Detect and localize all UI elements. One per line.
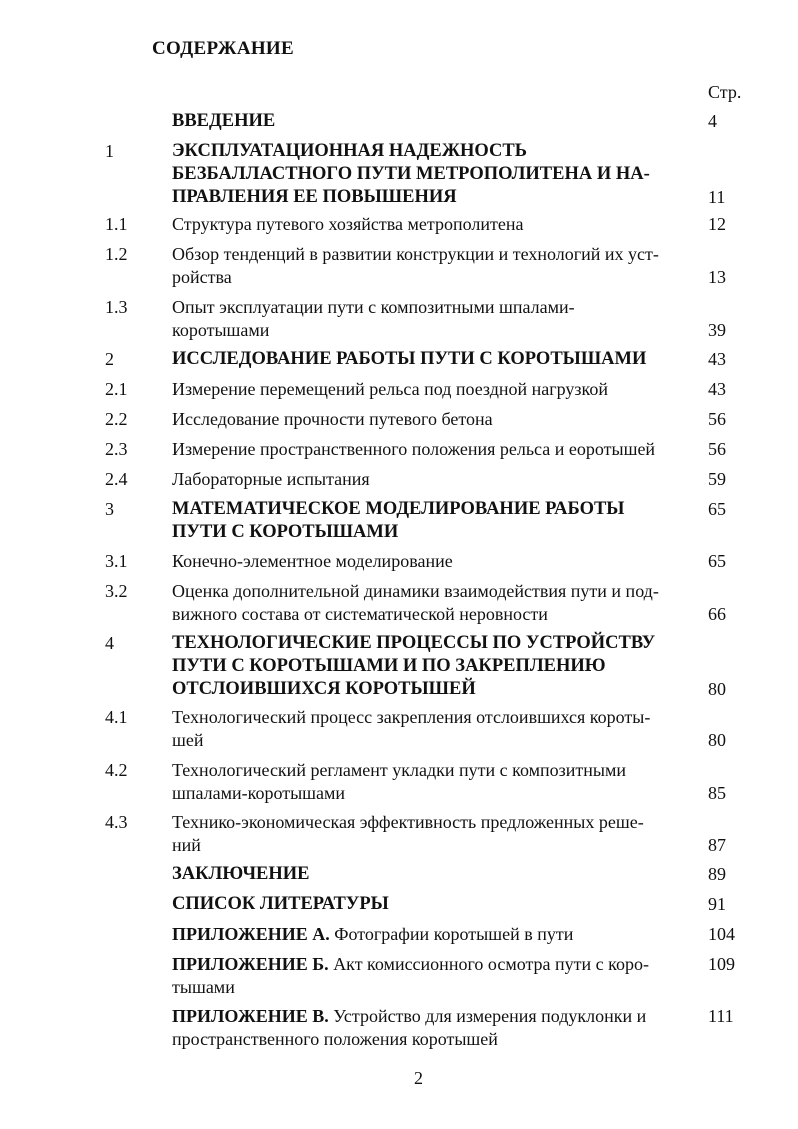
toc-entry-title (172, 213, 692, 236)
toc-entry-line-text: ОТСЛОИВШИХСЯ КОРОТЫШЕЙ (172, 679, 476, 699)
toc-entry (0, 468, 798, 491)
toc-entry (0, 1005, 798, 1051)
toc-entry-line-text: ЭКСПЛУАТАЦИОННАЯ НАДЕЖНОСТЬ (172, 141, 527, 161)
toc-entry-title (172, 1005, 692, 1051)
toc-entry-title (172, 243, 692, 289)
toc-entry-page: 43 (708, 379, 726, 399)
toc-entry (0, 550, 798, 573)
toc-entry (0, 632, 798, 701)
toc-entry-page: 43 (708, 349, 726, 369)
toc-entry-line-text: МАТЕМАТИЧЕСКОЕ МОДЕЛИРОВАНИЕ РАБОТЫ (172, 499, 625, 519)
toc-entry-page: 39 (708, 320, 726, 340)
toc-entry-line-text: ПРАВЛЕНИЯ ЕЕ ПОВЫШЕНИЯ (172, 187, 457, 207)
toc-entry-page: 66 (708, 604, 726, 624)
toc-entry-line-text: ний (172, 835, 201, 855)
toc-entry-line (172, 213, 692, 236)
toc-entry-page: 12 (708, 214, 726, 234)
toc-entry-line (172, 632, 692, 655)
toc-entry-page: 80 (708, 679, 726, 699)
toc-entry-number: 4.2 (105, 760, 128, 780)
toc-entry-line-text: коротышами (172, 320, 270, 340)
toc-entry-line-text: Конечно-элементное моделирование (172, 551, 453, 571)
footer-page-number: 2 (414, 1068, 423, 1088)
toc-entry-page: 87 (708, 835, 726, 855)
toc-entry-line (172, 953, 692, 976)
toc-entry-line-text: Акт комиссионного осмотра пути с коро- (328, 954, 649, 974)
toc-entry (0, 243, 798, 289)
toc-entry (0, 863, 798, 886)
toc-entry-line-text: Исследование прочности путевого бетона (172, 409, 493, 429)
toc-entry-line (172, 266, 692, 289)
toc-entry-line (172, 1005, 692, 1028)
toc-entry-number: 2.3 (105, 439, 128, 459)
toc-entry-title (172, 468, 692, 491)
toc-entry-page: 13 (708, 267, 726, 287)
toc-entry-page: 111 (708, 1006, 734, 1026)
toc-entry-line-text: Устройство для измерения подуклонки и (328, 1006, 647, 1026)
toc-entry-line-text: Структура путевого хозяйства метрополитена (172, 214, 524, 234)
toc-entry-title (172, 348, 692, 371)
toc-entry-title (172, 706, 692, 752)
toc-entry-line-text: ПУТИ С КОРОТЫШАМИ (172, 522, 399, 542)
toc-entry-prefix: ПРИЛОЖЕНИЕ Б. (172, 954, 329, 974)
toc-entry-line (172, 893, 692, 916)
toc-entry-title (172, 580, 692, 626)
toc-entry-page: 56 (708, 439, 726, 459)
toc-entry-line-text: БЕЗБАЛЛАСТНОГО ПУТИ МЕТРОПОЛИТЕНА И НА- (172, 164, 650, 184)
toc-entry-line (172, 811, 692, 834)
toc-entry-line-text: СПИСОК ЛИТЕРАТУРЫ (172, 894, 389, 914)
toc-entry-line-text: вижного состава от систематической неровности (172, 604, 548, 624)
toc-entry-page: 56 (708, 409, 726, 429)
toc-entry-line (172, 378, 692, 401)
toc-entry-title (172, 296, 692, 342)
toc-entry-line (172, 550, 692, 573)
page-column-label: Стр. (708, 82, 742, 102)
toc-entry-line (172, 706, 692, 729)
toc-entry-title (172, 953, 692, 999)
toc-entry (0, 408, 798, 431)
toc-entry-title (172, 550, 692, 573)
toc-entry-line (172, 976, 692, 999)
toc-entry-line-text: ройства (172, 267, 232, 287)
toc-entry-line (172, 678, 692, 701)
toc-entry-prefix: ПРИЛОЖЕНИЕ В. (172, 1006, 329, 1026)
toc-entry (0, 759, 798, 805)
toc-entry-title (172, 893, 692, 916)
toc-entry-line (172, 408, 692, 431)
toc-entry (0, 811, 798, 857)
toc-entry-number: 4.3 (105, 812, 128, 832)
toc-entry-number: 3.1 (105, 551, 128, 571)
toc-entry-line-text: шей (172, 730, 204, 750)
toc-entry-line-text: ВВЕДЕНИЕ (172, 111, 276, 131)
toc-entry-line (172, 521, 692, 544)
toc-entry-line (172, 498, 692, 521)
toc-entry-number: 2.1 (105, 379, 128, 399)
toc-entry-line (172, 163, 692, 186)
toc-entry-number: 2.4 (105, 469, 128, 489)
toc-entry-title (172, 863, 692, 886)
toc-entry-line (172, 348, 692, 371)
toc-entry-line-text: ТЕХНОЛОГИЧЕСКИЕ ПРОЦЕССЫ ПО УСТРОЙСТВУ (172, 633, 656, 653)
toc-entry-title (172, 378, 692, 401)
toc-entry-line-text: Лабораторные испытания (172, 469, 370, 489)
toc-entry-number: 4.1 (105, 707, 128, 727)
toc-entry-page: 109 (708, 954, 735, 974)
toc-entry-line-text: Опыт эксплуатации пути с композитными шпалами- (172, 297, 575, 317)
toc-entry-page: 65 (708, 551, 726, 571)
toc-entry-line (172, 468, 692, 491)
toc-entry-title (172, 110, 692, 133)
toc-entry-line (172, 603, 692, 626)
toc-entry-title (172, 632, 692, 701)
toc-entry (0, 580, 798, 626)
toc-entry-number: 3.2 (105, 581, 128, 601)
toc-entry-line (172, 140, 692, 163)
toc-entry-page: 89 (708, 864, 726, 884)
toc-entry-line (172, 580, 692, 603)
toc-entry (0, 923, 798, 946)
toc-entry (0, 498, 798, 544)
toc-entry (0, 296, 798, 342)
toc-entry-title (172, 923, 692, 946)
toc-entry-number: 4 (105, 633, 114, 653)
toc-entry-page: 91 (708, 894, 726, 914)
page-title: СОДЕРЖАНИЕ (152, 38, 294, 59)
toc-entry-number: 1 (105, 141, 114, 161)
toc-entry-line (172, 110, 692, 133)
toc-entry-title (172, 498, 692, 544)
toc-entry-page: 65 (708, 499, 726, 519)
toc-entry (0, 438, 798, 461)
toc-entry-number: 1.2 (105, 244, 128, 264)
toc-entry-line-text: пространственного положения коротышей (172, 1029, 498, 1049)
toc-entry-title (172, 140, 692, 209)
toc-entry-line-text: ПУТИ С КОРОТЫШАМИ И ПО ЗАКРЕПЛЕНИЮ (172, 656, 606, 676)
toc-entry-page: 80 (708, 730, 726, 750)
toc-entry-line-text: Обзор тенденций в развитии конструкции и технологий их уст- (172, 244, 659, 264)
toc-entry-line (172, 243, 692, 266)
toc-entry-page: 85 (708, 783, 726, 803)
toc-entry (0, 140, 798, 209)
toc-entry-line-text: шпалами-коротышами (172, 783, 346, 803)
toc-entry-line-text: Технологический регламент укладки пути с композитными (172, 760, 626, 780)
toc-entry-line-text: ИССЛЕДОВАНИЕ РАБОТЫ ПУТИ С КОРОТЫШАМИ (172, 349, 647, 369)
toc-entry-line (172, 863, 692, 886)
toc-entry (0, 378, 798, 401)
toc-entry-number: 2 (105, 349, 114, 369)
toc-entry-line (172, 782, 692, 805)
toc-entry (0, 953, 798, 999)
toc-entry (0, 213, 798, 236)
toc-entry-line (172, 319, 692, 342)
toc-entry (0, 706, 798, 752)
toc-entry-line-text: Оценка дополнительной динамики взаимодействия пути и под- (172, 581, 659, 601)
toc-entry-page: 11 (708, 187, 726, 207)
toc-entry (0, 893, 798, 916)
toc-entry-line (172, 438, 692, 461)
toc-entry-line-text: Технологический процесс закрепления отслоившихся короты- (172, 707, 651, 727)
toc-entry-page: 104 (708, 924, 735, 944)
toc-entry-line (172, 759, 692, 782)
toc-entry-title (172, 759, 692, 805)
toc-entry-title (172, 438, 692, 461)
toc-entry-line (172, 729, 692, 752)
toc-entry-line (172, 834, 692, 857)
toc-entry-page: 4 (708, 111, 717, 131)
toc-entry-number: 3 (105, 499, 114, 519)
toc-entry-line-text: Технико-экономическая эффективность предложенных реше- (172, 812, 644, 832)
toc-entry-line-text: Измерение перемещений рельса под поездной нагрузкой (172, 379, 608, 399)
toc-entry-title (172, 408, 692, 431)
toc-entry-line (172, 186, 692, 209)
toc-entry-line-text: тышами (172, 977, 235, 997)
toc-entry-prefix: ПРИЛОЖЕНИЕ А. (172, 924, 330, 944)
toc-entry-number: 1.1 (105, 214, 128, 234)
toc-entry-line (172, 655, 692, 678)
toc-entry-title (172, 811, 692, 857)
toc-entry-line (172, 296, 692, 319)
toc-entry-line-text: Фотографии коротышей в пути (329, 924, 574, 944)
toc-entry-line-text: ЗАКЛЮЧЕНИЕ (172, 864, 310, 884)
toc-entry-number: 1.3 (105, 297, 128, 317)
toc-entry (0, 110, 798, 133)
toc-entry-line (172, 923, 692, 946)
toc-entry-page: 59 (708, 469, 726, 489)
toc-entry-line-text: Измерение пространственного положения рельса и еоротышей (172, 439, 656, 459)
toc-entry-line (172, 1028, 692, 1051)
toc-entry (0, 348, 798, 371)
toc-entry-number: 2.2 (105, 409, 128, 429)
